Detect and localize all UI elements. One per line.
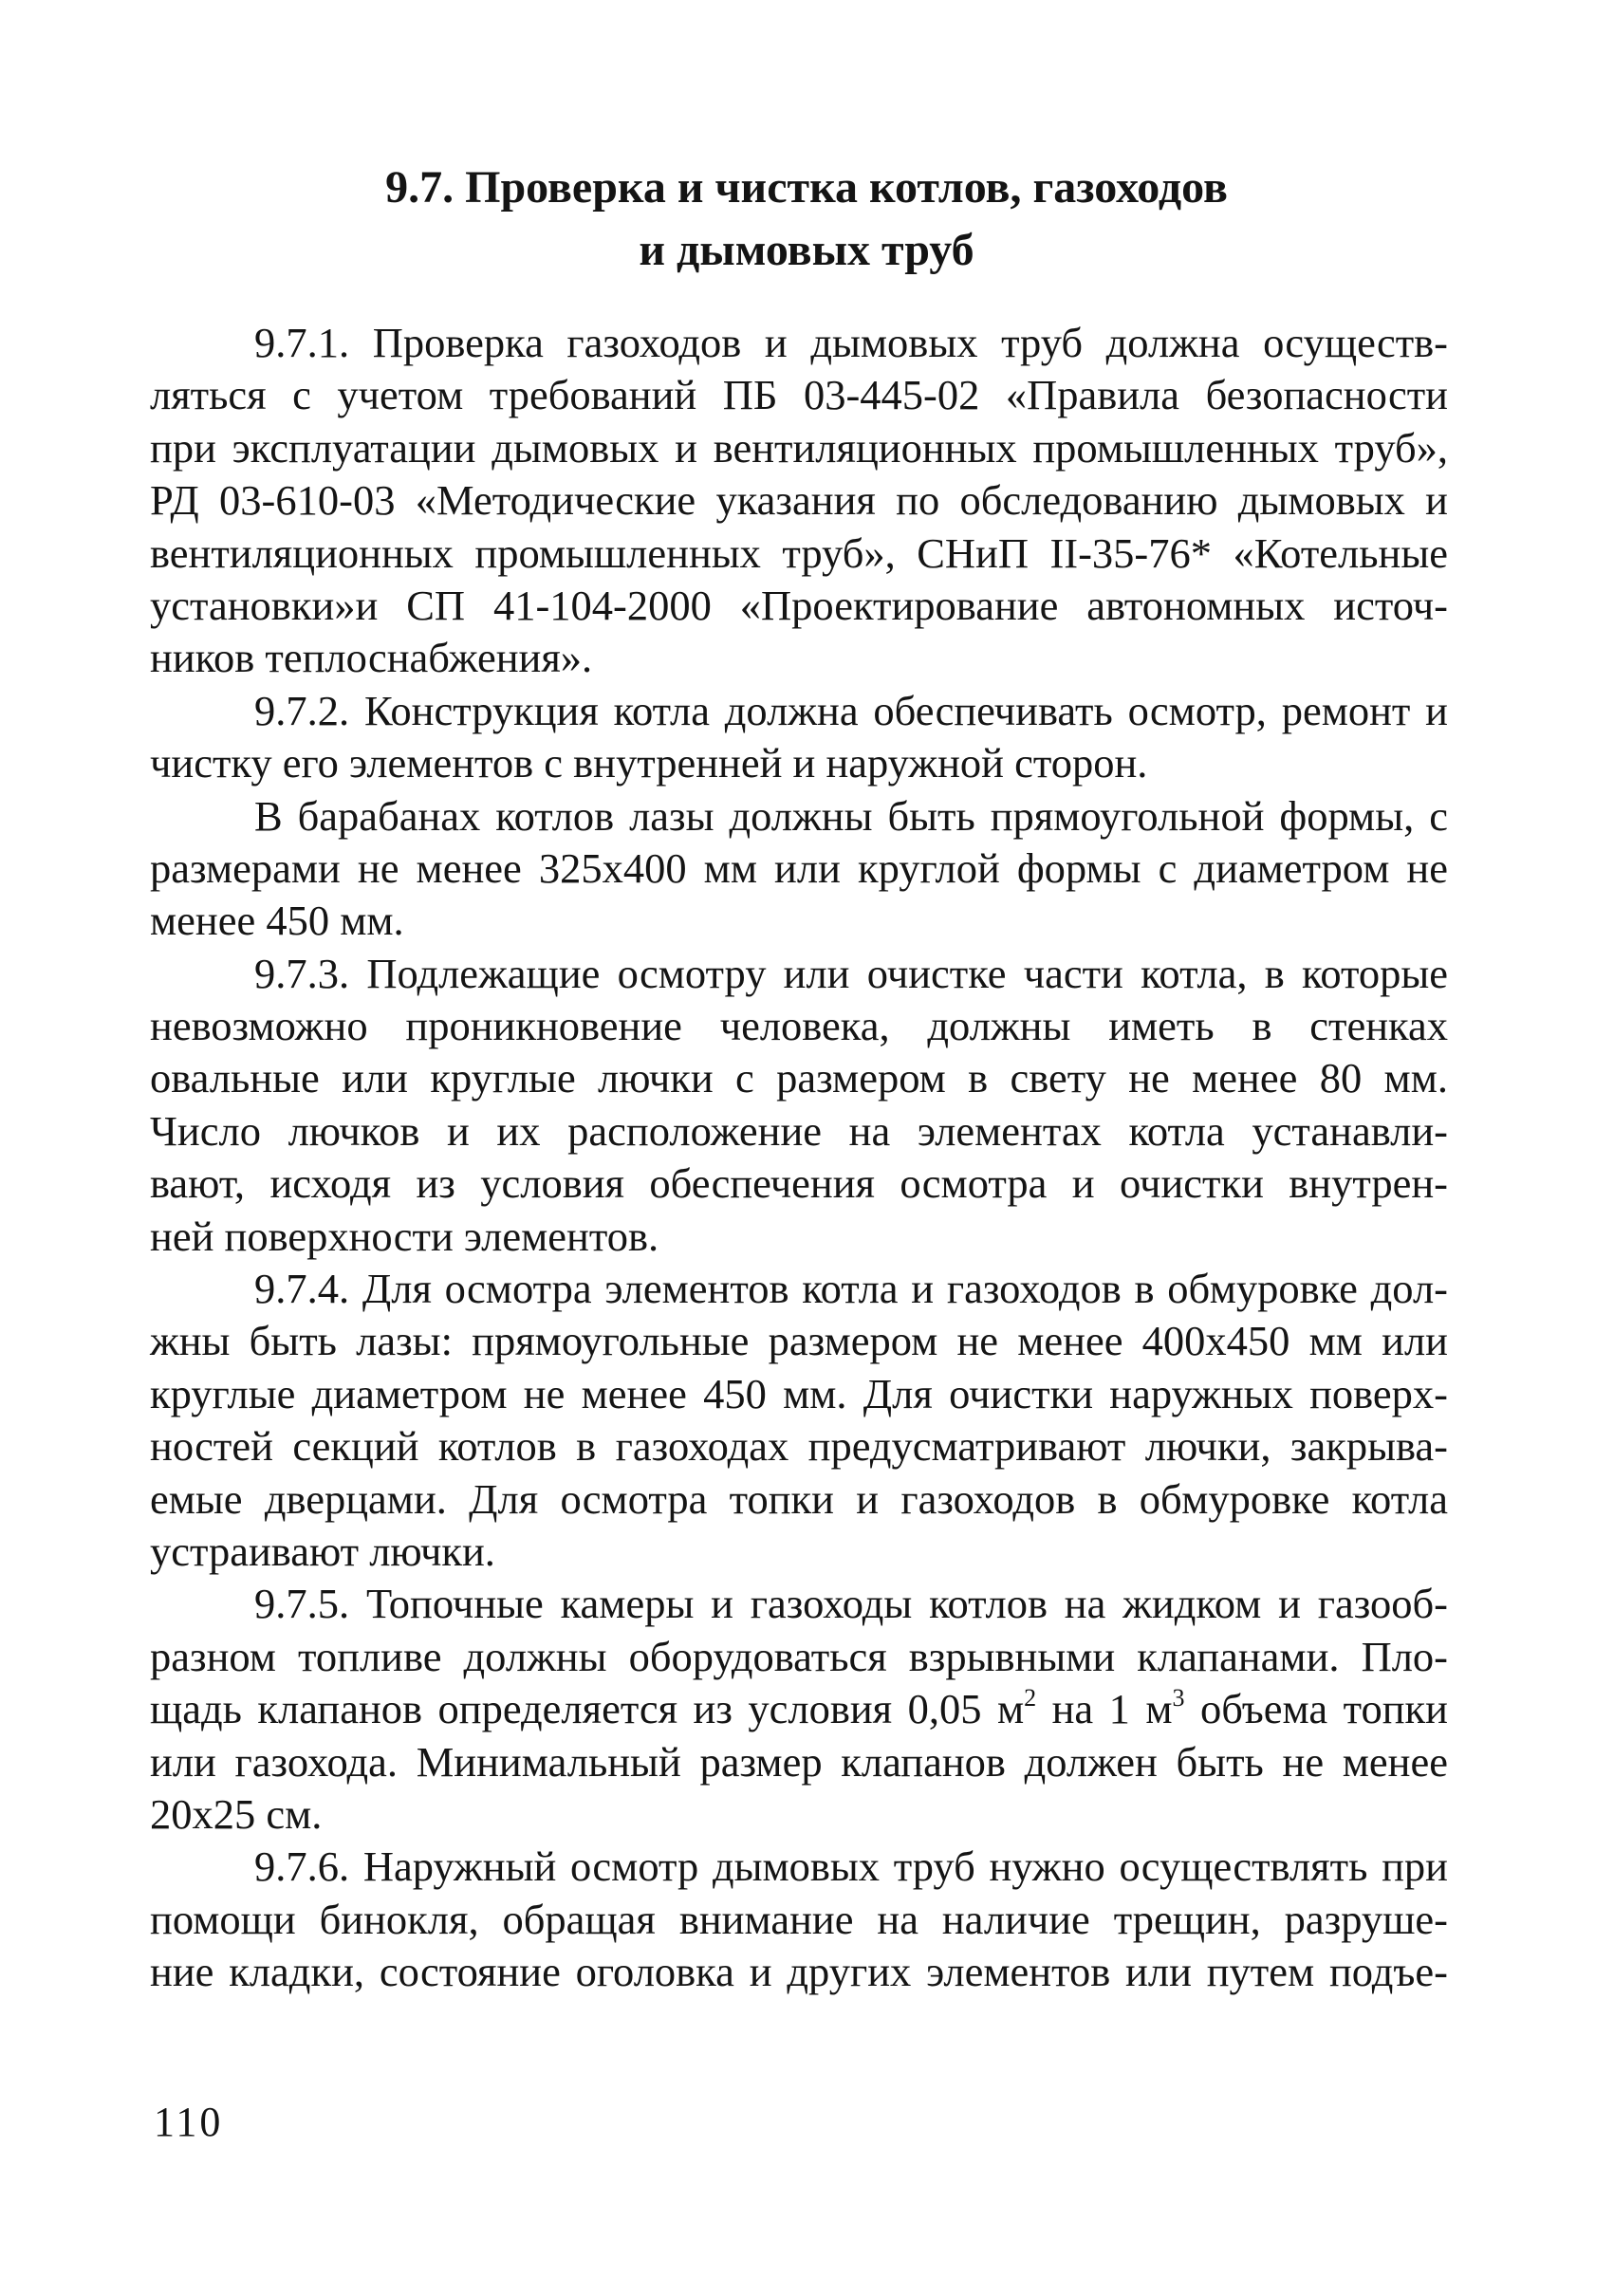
text-line: 20х25 см.: [150, 1789, 323, 1838]
text-line: 9.7.6. Наружный осмотр дымовых труб нужно осуществлять при: [254, 1842, 1448, 1891]
superscript: 3: [1172, 1684, 1185, 1713]
text-line: ляться с учетом требований ПБ 03-445-02 «Правила безопасности: [150, 371, 1448, 419]
text-line: 9.7.5. Топочные камеры и газоходы котлов на жидком и газооб-: [254, 1580, 1448, 1628]
text-line: круглые диаметром не менее 450 мм. Для очистки наружных поверх-: [150, 1369, 1448, 1417]
text-run: щадь клапанов определяется из условия 0,05 м: [150, 1685, 1025, 1733]
text-line: ников теплоснабжения».: [150, 634, 593, 682]
text-line: [150, 1683, 1448, 1735]
heading-line-2: и дымовых труб: [639, 225, 974, 275]
text-line: 9.7.1. Проверка газоходов и дымовых труб должна осуществ-: [254, 319, 1448, 366]
text-line: емые дверцами. Для осмотра топки и газоходов в обмуровке котла: [150, 1474, 1448, 1523]
section-heading: [152, 157, 1461, 282]
text-line: невозможно проникновение человека, должны иметь в стенках: [150, 1002, 1448, 1050]
heading-line-1: 9.7. Проверка и чистка котлов, газоходов: [385, 162, 1228, 213]
text-line: ние кладки, состояние оголовка и других элементов или путем подъе-: [150, 1948, 1448, 1996]
text-line: установки»и СП 41-104-2000 «Проектирование автономных источ-: [150, 581, 1448, 629]
text-line: ностей секций котлов в газоходах предусматривают лючки, закрыва-: [150, 1422, 1448, 1471]
text-run: объема топки: [1184, 1685, 1448, 1733]
text-run: на 1 м: [1036, 1685, 1173, 1733]
text-line: менее 450 мм.: [150, 897, 404, 945]
text-line: чистку его элементов с внутренней и наружной сторон.: [150, 739, 1148, 787]
text-line: В барабанах котлов лазы должны быть прямоугольной формы, с: [254, 791, 1448, 840]
text-line: овальные или круглые лючки с размером в свету не менее 80 мм.: [150, 1054, 1448, 1102]
text-line: разном топливе должны оборудоваться взрывными клапанами. Пло-: [150, 1632, 1448, 1680]
superscript: 2: [1024, 1684, 1037, 1713]
text-line: РД 03-610-03 «Методические указания по обследованию дымовых и: [150, 476, 1448, 525]
text-line: 9.7.2. Конструкция котла должна обеспечивать осмотр, ремонт и: [254, 686, 1448, 734]
text-line: или газохода. Минимальный размер клапанов должен быть не менее: [150, 1737, 1448, 1786]
text-line: ней поверхности элементов.: [150, 1212, 659, 1260]
text-line: устраивают лючки.: [150, 1527, 495, 1575]
text-line: 9.7.3. Подлежащие осмотру или очистке части котла, в которые: [254, 949, 1448, 997]
page-number: 110: [154, 2099, 224, 2145]
text-line: помощи бинокля, обращая внимание на наличие трещин, разруше-: [150, 1895, 1448, 1943]
text-line: жны быть лазы: прямоугольные размером не менее 400х450 мм или: [150, 1317, 1448, 1365]
text-line: размерами не менее 325х400 мм или круглой формы с диаметром не: [150, 843, 1448, 892]
text-line: 9.7.4. Для осмотра элементов котла и газоходов в обмуровке дол-: [254, 1265, 1448, 1313]
text-line: при эксплуатации дымовых и вентиляционных промышленных труб»,: [150, 423, 1448, 472]
text-line: вают, исходя из условия обеспечения осмотра и очистки внутрен-: [150, 1159, 1448, 1208]
body-text: [150, 317, 1448, 1999]
text-line: Число лючков и их расположение на элементах котла устанавли-: [150, 1106, 1448, 1155]
text-line: вентиляционных промышленных труб», СНиП II-35-76* «Котельные: [150, 528, 1448, 577]
